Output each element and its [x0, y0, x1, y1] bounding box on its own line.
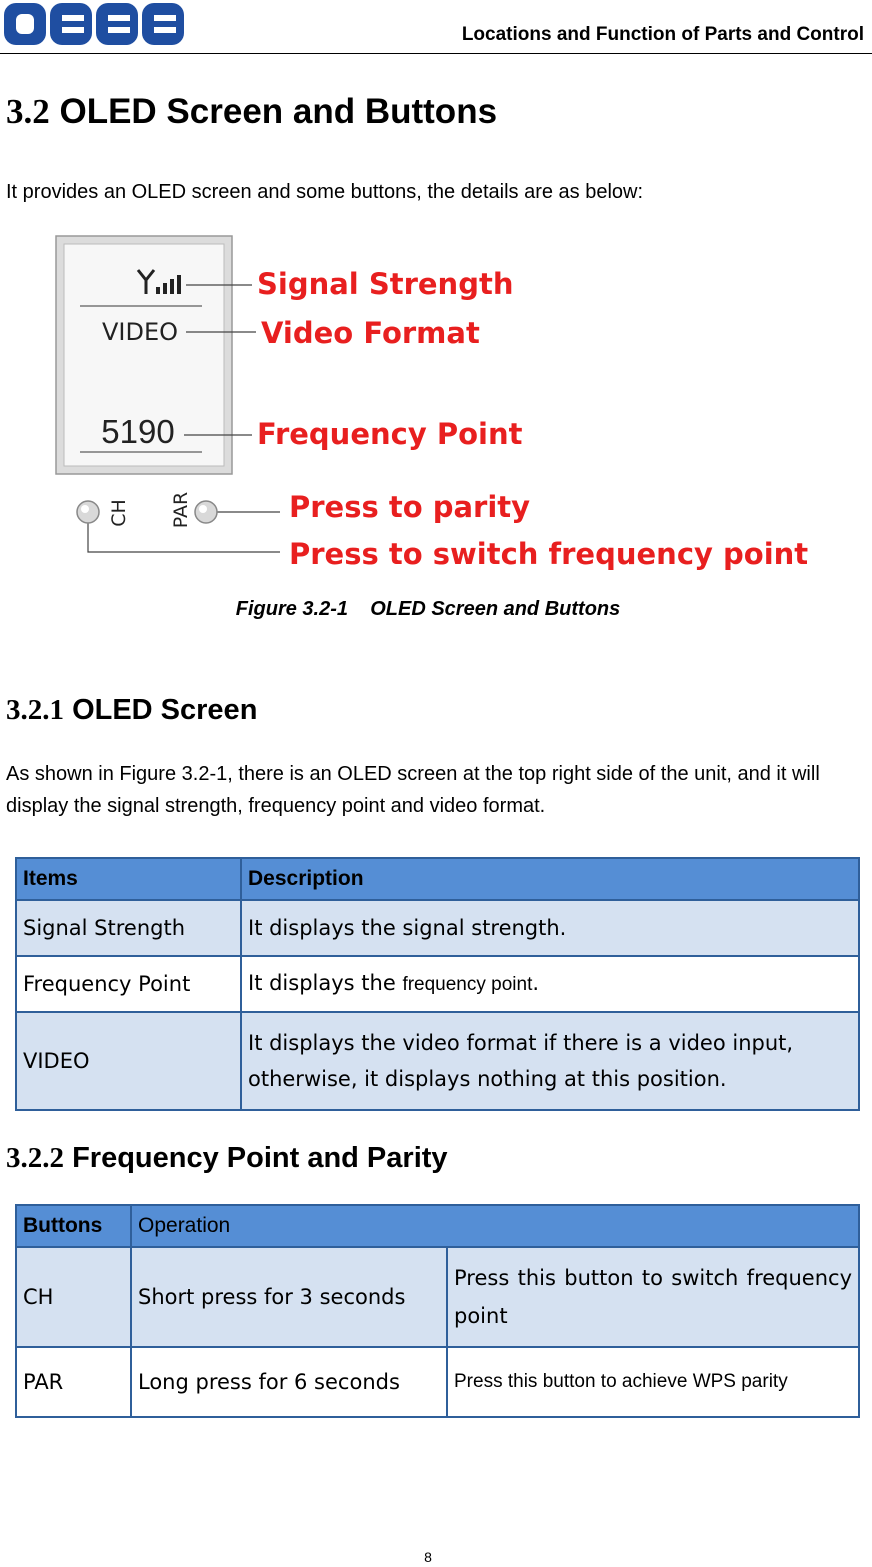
- subsection-title: Frequency Point and Parity: [72, 1142, 448, 1174]
- callout-signal-strength: Signal Strength: [257, 267, 514, 301]
- table-header-operation: Operation: [131, 1205, 859, 1247]
- table-header-row: [16, 858, 859, 900]
- table-cell-press: Long press for 6 seconds: [131, 1347, 447, 1417]
- table-row: [16, 1347, 859, 1417]
- oled-items-table: [15, 857, 860, 1111]
- table-header-buttons: Buttons: [16, 1205, 131, 1247]
- description-text-small: frequency point: [402, 974, 533, 995]
- oled-figure: [40, 230, 820, 580]
- header-divider: [0, 53, 872, 54]
- subsection-number: 3.2.1: [6, 694, 64, 726]
- subsection-heading-frequency: [6, 1142, 448, 1175]
- section-title: OLED Screen and Buttons: [59, 92, 498, 131]
- section-heading: [6, 92, 497, 132]
- table-cell-description: [241, 956, 859, 1012]
- ch-button: [77, 501, 99, 523]
- table-cell-result: Press this button to achieve WPS parity: [447, 1347, 859, 1417]
- table-row: [16, 956, 859, 1012]
- table-cell-description: It displays the signal strength.: [241, 900, 859, 956]
- description-text: It displays the: [248, 971, 403, 995]
- table-row: [16, 1012, 859, 1110]
- table-cell-item: Signal Strength: [16, 900, 241, 956]
- table-header-row: [16, 1205, 859, 1247]
- page-number: 8: [424, 1549, 432, 1565]
- oled-paragraph: As shown in Figure 3.2-1, there is an OLED screen at the top right side of the unit, and it will display the signal strength, frequency point and video format.: [6, 763, 820, 817]
- table-cell-press: Short press for 3 seconds: [131, 1247, 447, 1347]
- table-cell-result: Press this button to switch frequency point: [447, 1247, 859, 1347]
- table-header-items: Items: [16, 858, 241, 900]
- subsection-heading-oled: [6, 694, 257, 727]
- callout-video-format: Video Format: [261, 316, 480, 350]
- table-cell-button: CH: [16, 1247, 131, 1347]
- table-header-description: Description: [241, 858, 859, 900]
- callout-frequency-point: Frequency Point: [257, 417, 523, 451]
- callout-press-to-switch: Press to switch frequency point: [289, 537, 809, 571]
- header-title: Locations and Function of Parts and Control: [461, 24, 864, 45]
- subsection-number: 3.2.2: [6, 1142, 64, 1174]
- section-number: 3.2: [6, 92, 50, 131]
- figure-caption: Figure 3.2-1 OLED Screen and Buttons: [235, 598, 621, 620]
- par-button-label: PAR: [170, 491, 192, 529]
- table-row: [16, 900, 859, 956]
- description-text-end: .: [532, 971, 540, 995]
- table-cell-button: PAR: [16, 1347, 131, 1417]
- ch-button-label: CH: [108, 499, 130, 527]
- par-button: [195, 501, 217, 523]
- table-row: [16, 1247, 859, 1347]
- subsection-title: OLED Screen: [72, 694, 258, 726]
- table-cell-item: VIDEO: [16, 1012, 241, 1110]
- screen-frequency-value: 5190: [101, 413, 175, 450]
- callout-press-to-parity: Press to parity: [289, 490, 531, 524]
- table-cell-item: Frequency Point: [16, 956, 241, 1012]
- buttons-table: [15, 1204, 860, 1418]
- osee-logo: [4, 3, 186, 45]
- table-cell-description: It displays the video format if there is a video input, otherwise, it displays nothing at this position.: [241, 1012, 859, 1110]
- screen-video-label: VIDEO: [101, 318, 179, 346]
- section-intro: It provides an OLED screen and some buttons, the details are as below:: [6, 181, 644, 203]
